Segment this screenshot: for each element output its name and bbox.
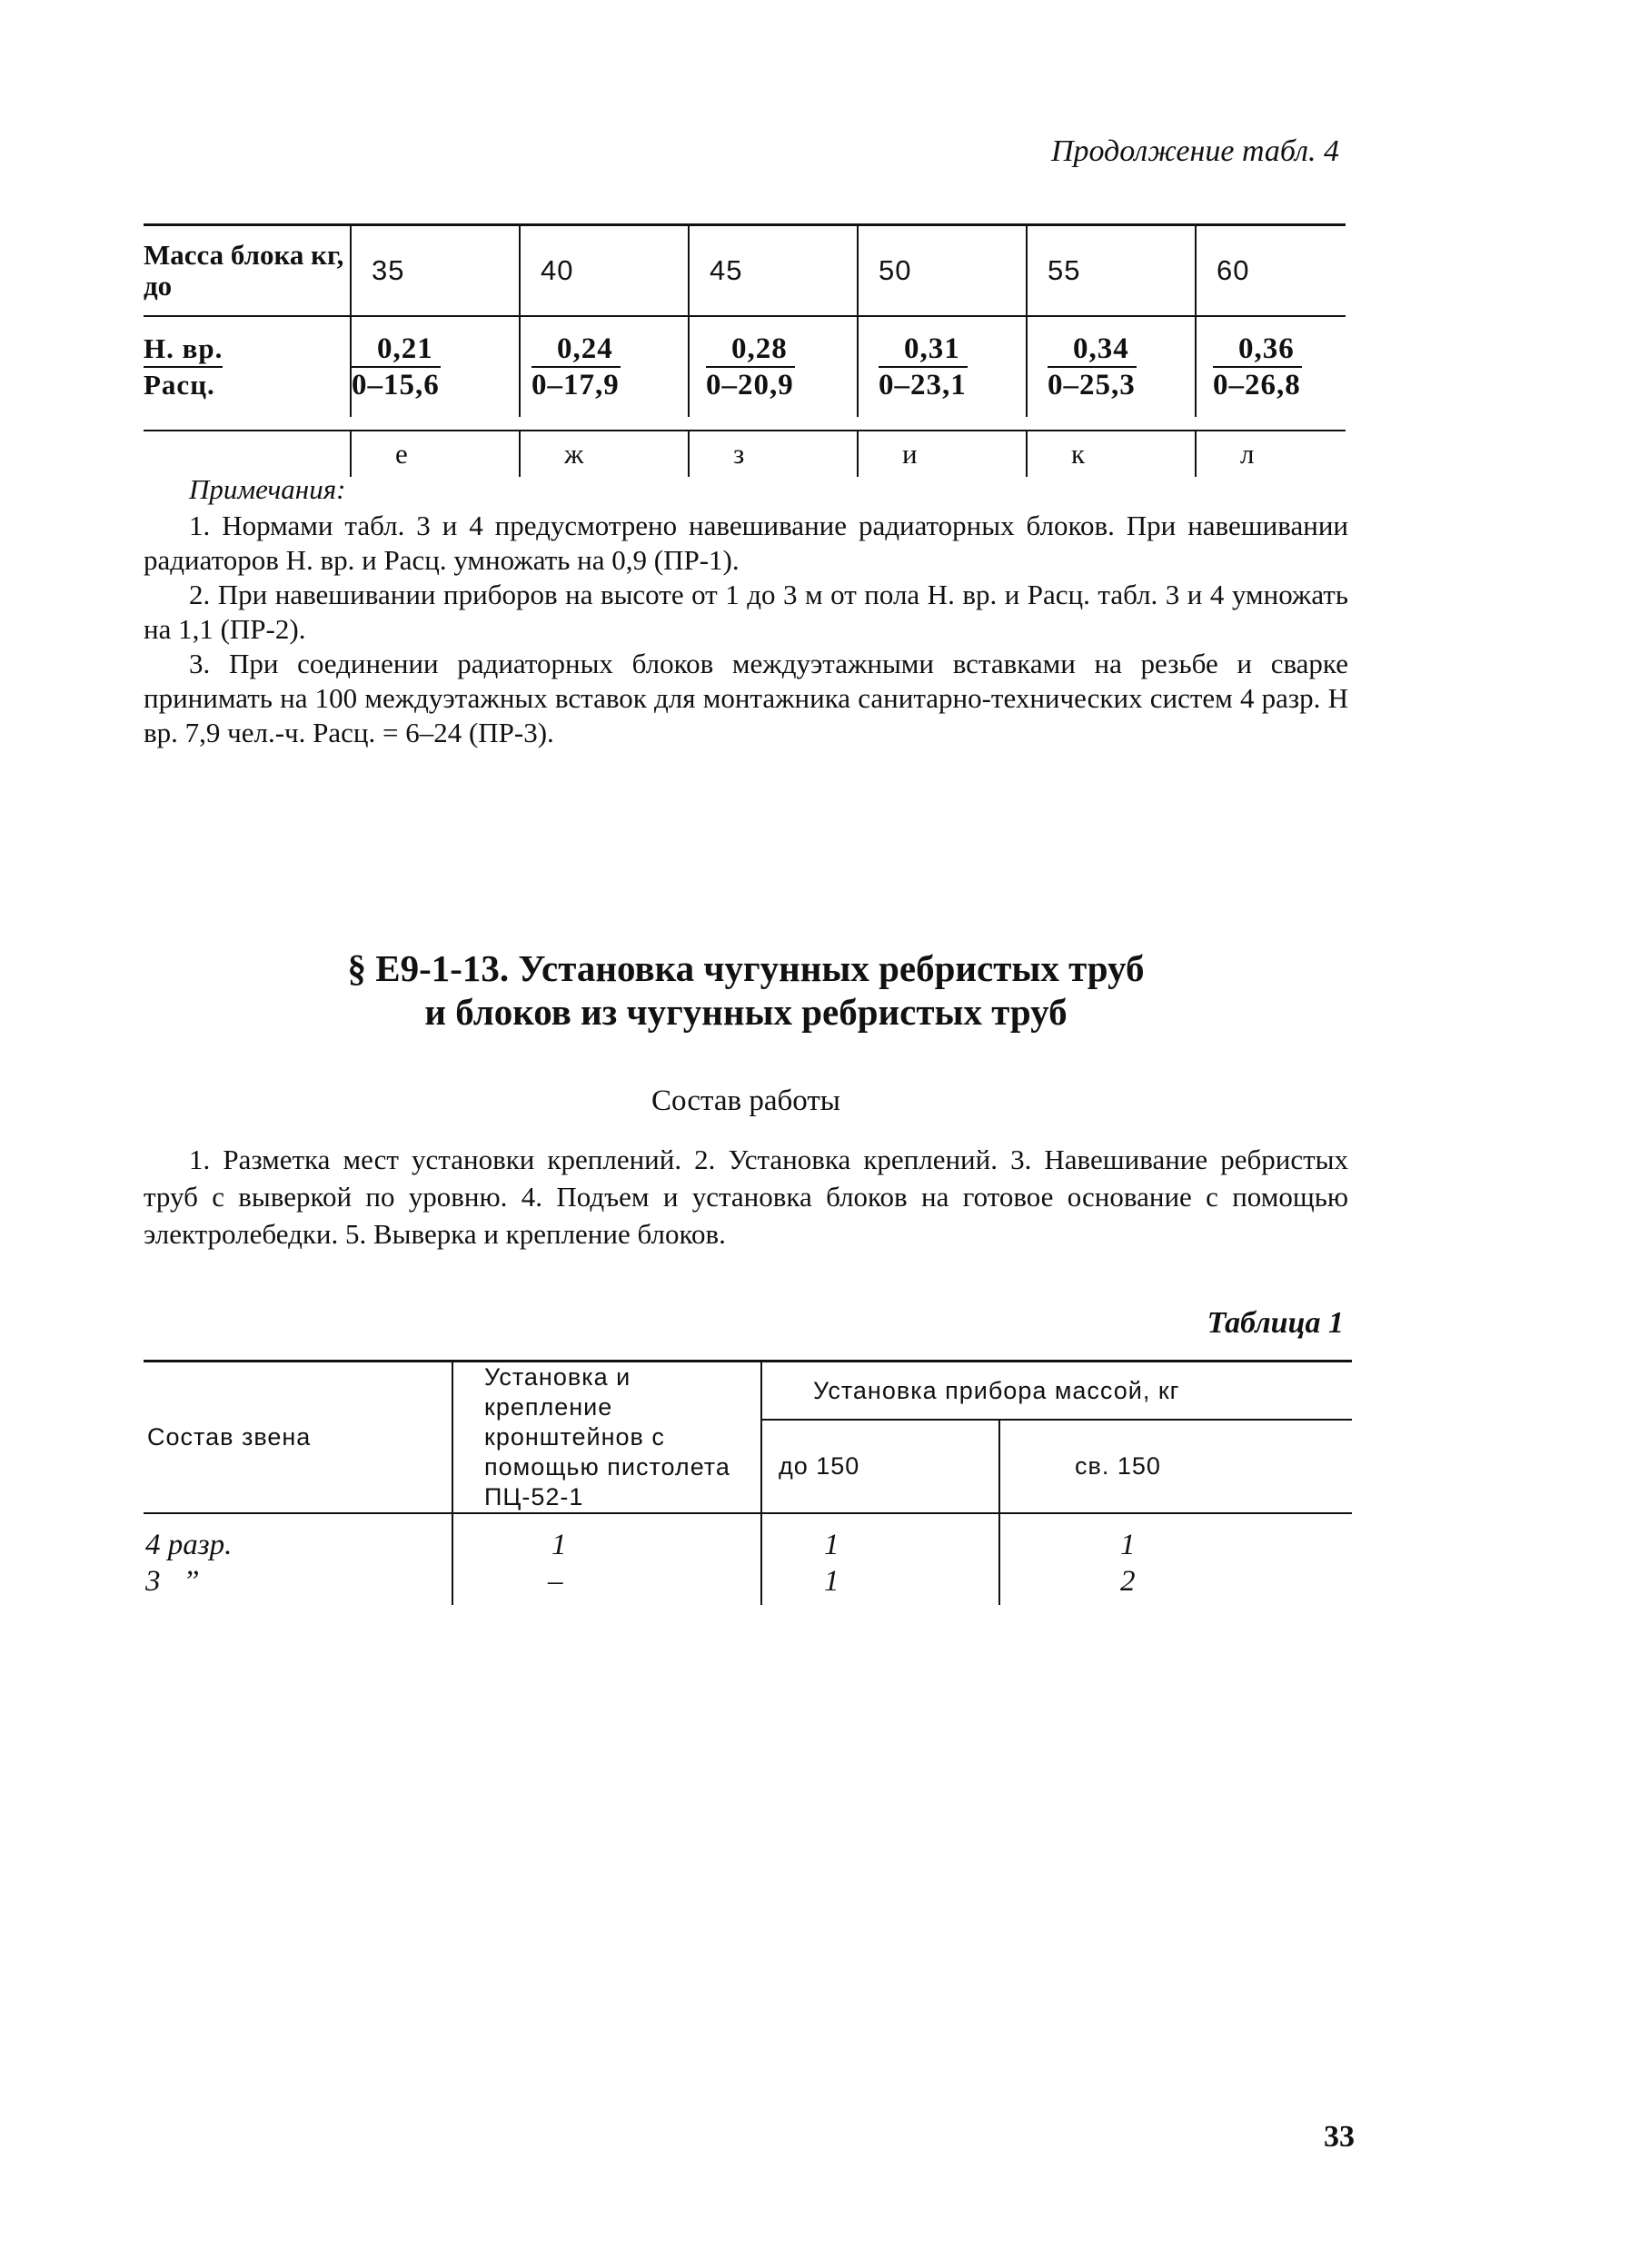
note-item: 3. При соединении радиаторных блоков междуэтажными вставками на резьбе и сварке принимать на 100 междуэтажных вставок для монтажника санитарно-технических систем 4 разр. Н вр. 7,9 чел.-ч. Расц. = 6–24 (ПР-3). [144, 648, 1348, 748]
column-index: к [1027, 431, 1196, 477]
bracket-cell: – [452, 1563, 761, 1605]
header-crew: Состав звена [144, 1362, 452, 1514]
over-cell: 1 [999, 1513, 1352, 1563]
table-1 [144, 1360, 1352, 1605]
nvr-value: 0,36 [1213, 332, 1302, 368]
table-row-norms [144, 316, 1346, 417]
nvr-value: 0,21 [352, 332, 441, 368]
work-heading: Состав работы [651, 1084, 840, 1117]
section-title-line: и блоков из чугунных ребристых труб [424, 991, 1068, 1033]
mass-cell: 45 [689, 225, 858, 317]
bracket-cell: 1 [452, 1513, 761, 1563]
table-header-row [144, 1362, 1352, 1421]
crew-cell: 3 ” [145, 1565, 200, 1598]
mass-cell: 50 [858, 225, 1027, 317]
column-index: ж [520, 431, 689, 477]
table-row [144, 1513, 1352, 1563]
notes-block [144, 472, 1348, 750]
header-bracket: Установка и крепление кронштейнов с помощью пистолета ПЦ-52-1 [452, 1362, 761, 1514]
rasc-value: 0–26,8 [1213, 369, 1301, 401]
mass-cell: 35 [351, 225, 520, 317]
norm-cell [520, 316, 689, 417]
norm-cell [1196, 316, 1346, 417]
mass-cell: 60 [1196, 225, 1346, 317]
work-description: 1. Разметка мест установки креплений. 2. Установка креплений. 3. Навешивание ребристых труб с выверкой по уровню. 4. Подъем и установка блоков на готовое основание с помощью электролебедки. 5. Выверка и крепление блоков. [144, 1144, 1348, 1250]
norm-cell [1027, 316, 1196, 417]
notes-heading: Примечания: [189, 473, 346, 505]
row-label-norms [144, 316, 351, 417]
header-over-150: св. 150 [999, 1420, 1352, 1513]
continuation-caption: Продолжение табл. 4 [1050, 134, 1339, 168]
nvr-value: 0,28 [706, 332, 795, 368]
crew-cell: 4 разр. [144, 1513, 452, 1563]
column-index: е [351, 431, 520, 477]
table-row-mass [144, 225, 1346, 317]
rasc-value: 0–23,1 [879, 369, 967, 401]
table-4-continued [144, 223, 1346, 477]
column-index: з [689, 431, 858, 477]
upto-cell: 1 [761, 1563, 999, 1605]
table-row-index [144, 431, 1346, 477]
page-number: 33 [1324, 2120, 1355, 2154]
norm-cell [689, 316, 858, 417]
section-title-line: § Е9-1-13. Установка чугунных ребристых труб [347, 947, 1145, 989]
column-index: л [1196, 431, 1346, 477]
rasc-value: 0–15,6 [352, 369, 440, 401]
table-row [144, 1563, 1352, 1605]
note-item: 1. Нормами табл. 3 и 4 предусмотрено навешивание радиаторных блоков. При навешивании радиаторов Н. вр. и Расц. умножать на 0,9 (ПР-1). [144, 510, 1348, 576]
mass-cell: 55 [1027, 225, 1196, 317]
norm-cell [351, 316, 520, 417]
nvr-value: 0,34 [1048, 332, 1137, 368]
rasc-value: 0–17,9 [531, 369, 620, 401]
section-title [144, 946, 1348, 1034]
nvr-value: 0,24 [531, 332, 621, 368]
rasc-value: 0–20,9 [706, 369, 794, 401]
norm-cell [858, 316, 1027, 417]
column-index: и [858, 431, 1027, 477]
header-device: Установка прибора массой, кг [761, 1362, 1352, 1421]
mass-cell: 40 [520, 225, 689, 317]
label-nvr: Н. вр. [144, 332, 223, 368]
row-label-mass: Масса блока кг, до [144, 225, 351, 317]
nvr-value: 0,31 [879, 332, 968, 368]
note-item: 2. При навешивании приборов на высоте от 1 до 3 м от пола Н. вр. и Расц. табл. 3 и 4 умножать на 1,1 (ПР-2). [144, 579, 1348, 645]
label-rasc: Расц. [144, 369, 215, 401]
upto-cell: 1 [761, 1513, 999, 1563]
rasc-value: 0–25,3 [1048, 369, 1136, 401]
header-upto-150: до 150 [761, 1420, 999, 1513]
over-cell: 2 [999, 1563, 1352, 1605]
table-1-caption: Таблица 1 [1207, 1306, 1344, 1340]
